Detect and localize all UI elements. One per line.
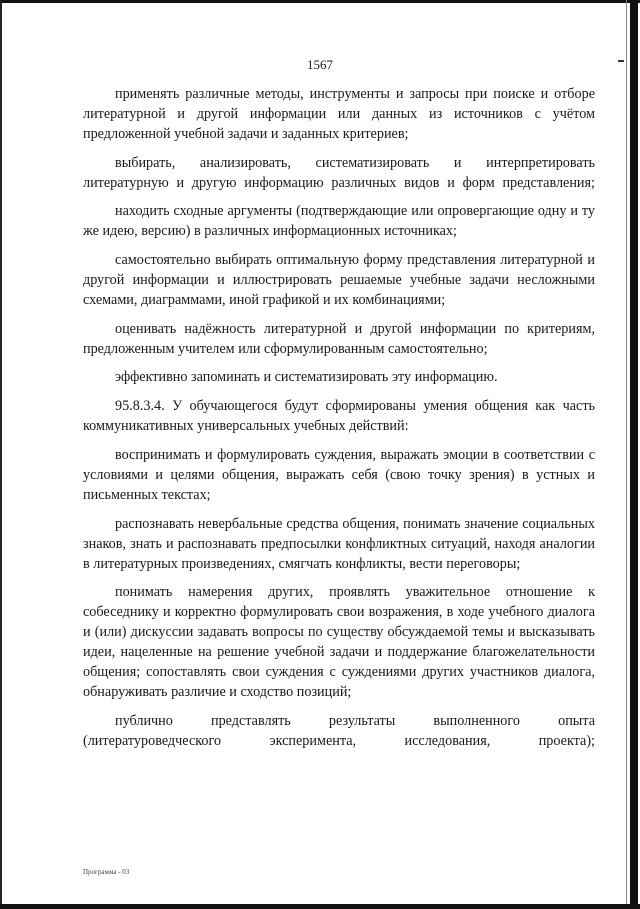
- footer-label: Программа - 03: [83, 868, 130, 876]
- page-number: 1567: [307, 57, 333, 72]
- paragraph: воспринимать и формулировать суждения, выражать эмоции в соответствии с условиями и целями общения, выражать себя (свою точку зрения) в устных и письменных текстах;: [83, 446, 595, 503]
- body-text: [83, 84, 595, 760]
- paragraph: находить сходные аргументы (подтверждающие или опровергающие одну и ту же идею, версию) в различных информационных источниках;: [83, 203, 595, 240]
- paragraph: 95.8.3.4. У обучающегося будут сформированы умения общения как часть коммуникативных универсальных учебных действий:: [83, 398, 595, 435]
- scan-border-bottom: [0, 904, 640, 909]
- scan-border-top: [0, 0, 640, 3]
- paragraph: выбирать, анализировать, систематизировать и интерпретировать литературную и другую информацию различных видов и форм представления;: [83, 154, 595, 191]
- paragraph: понимать намерения других, проявлять уважительное отношение к собеседнику и корректно формулировать свои возражения, в ходе учебного диалога и (или) дискуссии задавать вопросы по существу обсуждаемой темы и высказывать идеи, нацеленные на решение учебной задачи и поддержание благожелательности общения; сопоставлять свои суждения с суждениями других участников диалога, обнаруживать различие и сходство позиций;: [83, 584, 595, 701]
- paragraph: публично представлять результаты выполненного опыта (литературоведческого эксперимента, исследования, проекта);: [83, 712, 595, 749]
- paragraph: самостоятельно выбирать оптимальную форму представления литературной и другой информации и иллюстрировать решаемые учебные задачи несложными схемами, диаграммами, иной графикой и их комбинациями;: [83, 252, 595, 309]
- scan-border-right-inner: [626, 0, 627, 909]
- paragraph: оценивать надёжность литературной и другой информации по критериям, предложенным учителем или сформулированным самостоятельно;: [83, 320, 595, 357]
- scan-border-right: [630, 0, 638, 909]
- paragraph: распознавать невербальные средства общения, понимать значение социальных знаков, знать и распознавать предпосылки конфликтных ситуаций, находя аналогии в литературных произведениях, смягчать конфликты, вести переговоры;: [83, 515, 595, 572]
- paragraph: эффективно запоминать и систематизировать эту информацию.: [115, 369, 498, 386]
- paragraph: применять различные методы, инструменты и запросы при поиске и отборе литературной и другой информации или данных из источников с учётом предложенной учебной задачи и заданных критериев;: [83, 86, 595, 142]
- scan-border-left: [0, 0, 2, 909]
